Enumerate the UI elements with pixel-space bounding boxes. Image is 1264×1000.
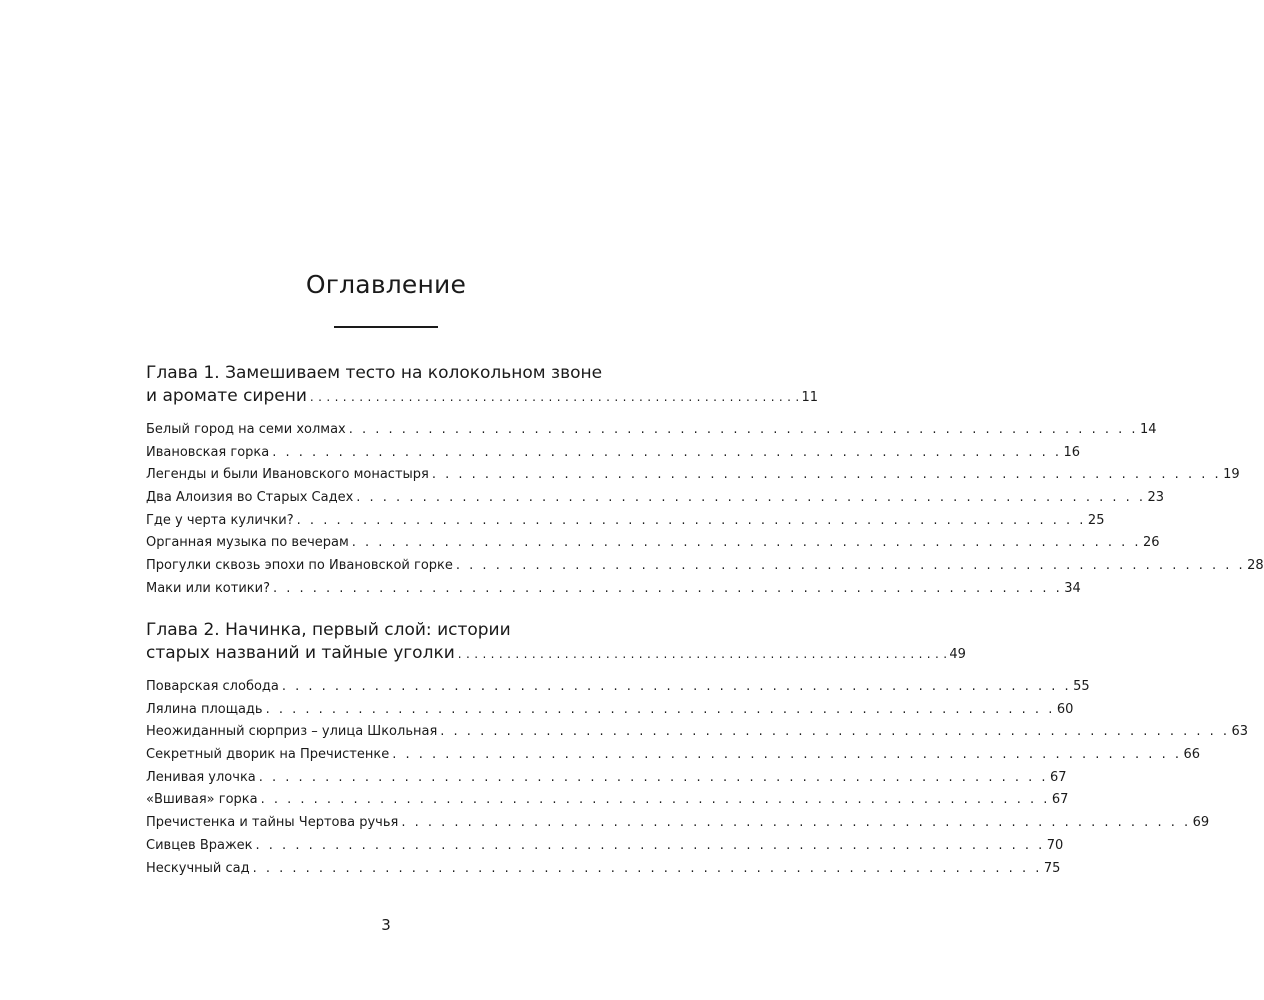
entry-page-number: 25 (1087, 512, 1105, 528)
entry-page-number: 28 (1247, 558, 1264, 574)
toc-entry[interactable] (146, 442, 1081, 465)
entry-title: Два Алоизия во Старых Садех (146, 490, 354, 506)
dot-leader: . . . . . . . . . . . . . . . . . . . . . . . . . . . . . . . . . . . . . . . . . . . . . . . . . . . . . . . . . . . . (351, 535, 1142, 551)
toc-chapter-2 (146, 619, 1249, 880)
toc-entry[interactable] (146, 858, 1061, 881)
entry-page-number: 75 (1043, 860, 1061, 876)
dot-leader: . . . . . . . . . . . . . . . . . . . . . . . . . . . . . . . . . . . . . . . . . . . . . . . . . . . . . . . . . . . . (272, 444, 1062, 460)
toc-entry[interactable] (146, 767, 1067, 790)
chapter-title-text: и аромате сирени (146, 386, 307, 406)
chapter-heading[interactable] (146, 619, 966, 666)
dot-leader: . . . . . . . . . . . . . . . . . . . . . . . . . . . . . . . . . . . . . . . . . . . . . . . . . . . . . . . . . . . . (258, 769, 1049, 785)
toc-entry[interactable] (146, 676, 1090, 699)
chapter-page-number: 49 (949, 647, 966, 662)
dot-leader: . . . . . . . . . . . . . . . . . . . . . . . . . . . . . . . . . . . . . . . . . . . . . . . . . . . . . . . . . . . . (455, 558, 1246, 574)
dot-leader: . . . . . . . . . . . . . . . . . . . . . . . . . . . . . . . . . . . . . . . . . . . . . . . . . . . . . . . . . . . . (265, 701, 1055, 717)
entry-title: Неожиданный сюрприз – улица Школьная (146, 724, 438, 740)
entry-title: «Вшивая» горка (146, 792, 258, 808)
page-title: Оглавление (305, 270, 467, 299)
toc-entry[interactable] (146, 789, 1069, 812)
toc-entry[interactable] (146, 699, 1074, 722)
dot-leader: . . . . . . . . . . . . . . . . . . . . . . . . . . . . . . . . . . . . . . . . . . . . . . . . . . . . . . . . . . . . (431, 467, 1222, 483)
chapter-page-number: 11 (801, 390, 819, 405)
dot-leader: . . . . . . . . . . . . . . . . . . . . . . . . . . . . . . . . . . . . . . . . . . . . . . . . . . . . . . . . . . . . (309, 390, 800, 404)
dot-leader: . . . . . . . . . . . . . . . . . . . . . . . . . . . . . . . . . . . . . . . . . . . . . . . . . . . . . . . . . . . . (296, 512, 1086, 528)
entry-page-number: 67 (1051, 792, 1069, 808)
entry-page-number: 34 (1064, 580, 1081, 596)
entry-page-number: 23 (1147, 490, 1165, 506)
toc-entry[interactable] (146, 812, 1210, 835)
entry-title: Прогулки сквозь эпохи по Ивановской горке (146, 558, 453, 574)
toc-entry[interactable] (146, 419, 1157, 442)
entry-title: Маки или котики? (146, 580, 270, 596)
entry-title: Ленивая улочка (146, 769, 256, 785)
dot-leader: . . . . . . . . . . . . . . . . . . . . . . . . . . . . . . . . . . . . . . . . . . . . . . . . . . . . . . . . . . . . (272, 580, 1063, 596)
dot-leader: . . . . . . . . . . . . . . . . . . . . . . . . . . . . . . . . . . . . . . . . . . . . . . . . . . . . . . . . . . . . (401, 815, 1191, 831)
entry-page-number: 14 (1140, 422, 1157, 437)
entry-title: Поварская слобода (146, 679, 279, 694)
chapter-title-line-2 (146, 642, 966, 666)
entry-title: Ивановская горка (146, 444, 270, 460)
toc-entry[interactable] (146, 555, 1264, 578)
chapter-title-line-1: Глава 2. Начинка, первый слой: истории (146, 620, 511, 640)
toc-entry[interactable] (146, 532, 1160, 555)
entry-title: Пречистенка и тайны Чертова ручья (146, 815, 399, 831)
dot-leader: . . . . . . . . . . . . . . . . . . . . . . . . . . . . . . . . . . . . . . . . . . . . . . . . . . . . . . . . . . . . (255, 837, 1045, 853)
section-list (146, 419, 1264, 601)
toc-entry[interactable] (146, 721, 1249, 744)
dot-leader: . . . . . . . . . . . . . . . . . . . . . . . . . . . . . . . . . . . . . . . . . . . . . . . . . . . . . . . . . . . . (457, 647, 948, 661)
entry-page-number: 70 (1046, 837, 1064, 853)
title-underline (334, 326, 438, 328)
entry-page-number: 55 (1073, 679, 1090, 694)
chapter-heading[interactable] (146, 362, 819, 409)
section-list (146, 676, 1249, 880)
dot-leader: . . . . . . . . . . . . . . . . . . . . . . . . . . . . . . . . . . . . . . . . . . . . . . . . . . . . . . . . . . . . (356, 490, 1146, 506)
entry-page-number: 16 (1063, 444, 1081, 460)
entry-title: Сивцев Вражек (146, 837, 253, 853)
chapter-title-line-2 (146, 385, 819, 409)
dot-leader: . . . . . . . . . . . . . . . . . . . . . . . . . . . . . . . . . . . . . . . . . . . . . . . . . . . . . . . . . . . . (348, 422, 1138, 437)
toc-entry[interactable] (146, 835, 1064, 858)
entry-title: Где у черта кулички? (146, 512, 294, 528)
toc-entry[interactable] (146, 744, 1201, 767)
entry-title: Лялина площадь (146, 701, 263, 717)
dot-leader: . . . . . . . . . . . . . . . . . . . . . . . . . . . . . . . . . . . . . . . . . . . . . . . . . . . . . . . . . . . . (440, 724, 1230, 740)
entry-title: Секретный дворик на Пречистенке (146, 747, 390, 763)
dot-leader: . . . . . . . . . . . . . . . . . . . . . . . . . . . . . . . . . . . . . . . . . . . . . . . . . . . . . . . . . . . . (281, 679, 1072, 694)
toc-entry[interactable] (146, 487, 1165, 510)
entry-title: Органная музыка по вечерам (146, 535, 349, 551)
entry-page-number: 66 (1183, 747, 1201, 763)
toc-entry[interactable] (146, 510, 1105, 533)
chapter-title-text: старых названий и тайные уголки (146, 643, 455, 663)
entry-title: Белый город на семи холмах (146, 422, 346, 437)
entry-page-number: 26 (1143, 535, 1160, 551)
entry-page-number: 67 (1050, 769, 1067, 785)
dot-leader: . . . . . . . . . . . . . . . . . . . . . . . . . . . . . . . . . . . . . . . . . . . . . . . . . . . . . . . . . . . . (252, 860, 1042, 876)
dot-leader: . . . . . . . . . . . . . . . . . . . . . . . . . . . . . . . . . . . . . . . . . . . . . . . . . . . . . . . . . . . . (392, 747, 1182, 763)
dot-leader: . . . . . . . . . . . . . . . . . . . . . . . . . . . . . . . . . . . . . . . . . . . . . . . . . . . . . . . . . . . . (260, 792, 1050, 808)
toc-entry[interactable] (146, 464, 1240, 487)
page-number: 3 (381, 916, 391, 934)
toc-chapter-1 (146, 362, 1264, 601)
entry-page-number: 69 (1192, 815, 1210, 831)
entry-page-number: 63 (1231, 724, 1249, 740)
toc-entry[interactable] (146, 578, 1081, 601)
entry-page-number: 60 (1056, 701, 1074, 717)
entry-title: Нескучный сад (146, 860, 250, 876)
entry-page-number: 19 (1223, 467, 1240, 483)
entry-title: Легенды и были Ивановского монастыря (146, 467, 429, 483)
chapter-title-line-1: Глава 1. Замешиваем тесто на колокольном звоне (146, 363, 603, 383)
